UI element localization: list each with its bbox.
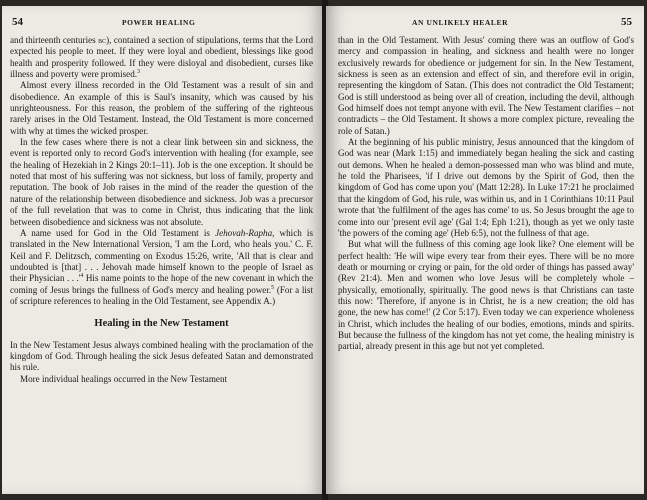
left-running-head: POWER HEALING: [122, 18, 196, 27]
paragraph: More individual healings occurred in the New Testament: [20, 373, 228, 384]
paragraph: At the beginning of his public ministry, Jesus announced that the kingdom of God was near (Mark 1:15) and immediately began healing the sick and casting out demons. When he healed a demon-possessed man who was blind and mute, he told the Pharisees, 'if I drive out demons by the Spirit of God, then the kingdom of God has come upon you' (Matt 12:28). In Luke 17:21 he proclaimed that the kingdom of God, his rule, was within us, and in 1 Corinthians 10:11 Paul wrote that 'the fulfilment of the ages has come' to us. So Jesus brought the age to come into our 'present evil age' (Gal 1:4; Eph 1:21), though as yet we only taste 'the powers of the coming age' (Heb 6:5), not the fullness of that age.: [338, 137, 634, 238]
right-page-body: [338, 35, 634, 353]
paragraph: than in the Old Testament. With Jesus' coming there was an outflow of God's mercy and compassion in healing, and sickness and health were no longer exclusively rewards for obedience or judgement for sin. In the New Testament, sickness is seen as an extension and effect of sin, and therefore evil in origin, representing the kingdom of Satan. (This does not contradict the Old Testament; God is still understood as being over all of creation, including the devil, although God himself does not tempt anyone with evil. The New Testament clarifies – not contradicts – the Old Testament. It shows a more complex picture, revealing the role of Satan.): [338, 35, 634, 136]
text-span: ), contained a section of stipulations, terms that the Lord expected his people to meet. If they were loyal and obedient, blessings like good health and prosperity followed. If they were disloyal and disobedient, curses like illness and poverty were promised.: [10, 35, 313, 80]
section-heading: Healing in the New Testament: [94, 318, 229, 330]
paragraph: In the New Testament Jesus always combined healing with the proclamation of the kingdom of God. Through healing the sick Jesus defeated Satan and demonstrated his rule.: [10, 339, 313, 373]
footnote-ref: 3: [137, 69, 141, 75]
paragraph: [10, 228, 313, 307]
footnote-ref: 4: [80, 273, 84, 280]
paragraph: Almost every illness recorded in the Old Testament was a result of sin and disobedience. An example of this is Saul's insanity, which was caused by his unrighteousness. For this reason, the problem of the suffering of the righteous rarely arises in the Old Testament. Instead, the Old Testament is more concerned with why at times the wicked prosper.: [10, 80, 313, 136]
right-page: [326, 6, 644, 494]
right-running-head: AN UNLIKELY HEALER: [412, 18, 509, 27]
text-span: His name points to the hope of the new covenant in which the coming of Jesus brings the fullness of God's mercy and healing power.: [10, 273, 313, 295]
text-span: A name used for God in the Old Testament is: [20, 227, 216, 238]
paragraph: [10, 35, 313, 80]
text-span: , which is translated in the New International Version, 'I am the Lord, who heals you.' C. F. Keil and F. Delitzsch, commenting on Exodus 15:26, write, 'All that is clear and undoubted is [that] . . . Jehovah made himself known to the people of Israel as their Physician . . .': [10, 227, 313, 284]
italic-term: Jehovah-Rapha: [215, 227, 273, 238]
small-caps-text: bc: [98, 35, 107, 45]
left-page-number: 54: [12, 16, 23, 28]
left-page: [2, 6, 324, 494]
paragraph: But what will the fullness of this coming age look like? One element will be perfect health: 'He will wipe every tear from their eyes. There will be no more death or mourning or crying or pain, for the old order of things has passed away' (Rev 21:4). Men and women who love Jesus will be completely whole – physically, emotionally, spiritually. The good news is that Christians can taste this now: 'Therefore, if anyone is in Christ, he is a new creation; the old has gone, the new has come!' (2 Cor 5:17). Even today we can experience wholeness in Christ, which includes the healing of our bodies, emotions, minds and spirits. But because the fullness of the kingdom has not yet come, the healing ministry is partial, already present in this age but not yet completed.: [338, 239, 634, 352]
left-page-body: [10, 35, 313, 385]
text-span: (For a list of scripture references to healing in the Old Testament, see Appendix A.): [10, 284, 313, 306]
text-span: and thirteenth centuries: [10, 35, 99, 45]
right-page-number: 55: [621, 16, 632, 28]
footnote-ref: 5: [271, 284, 275, 291]
paragraph: In the few cases where there is not a clear link between sin and sickness, the event is reported only to record God's intervention with healing (for example, see the healing of Hezekiah in 2 Kings 20:1–11). Job is the one exception. It should be noted that most of his suffering was not sickness, but loss of family, property and reputation. The book of Job raises in the mind of the reader the question of the nature of the relationship between disobedience and sickness. Job was a precursor of the full revelation that was to come in Christ, thus indicating that the link between disobedience and sickness was not absolute.: [10, 137, 313, 227]
